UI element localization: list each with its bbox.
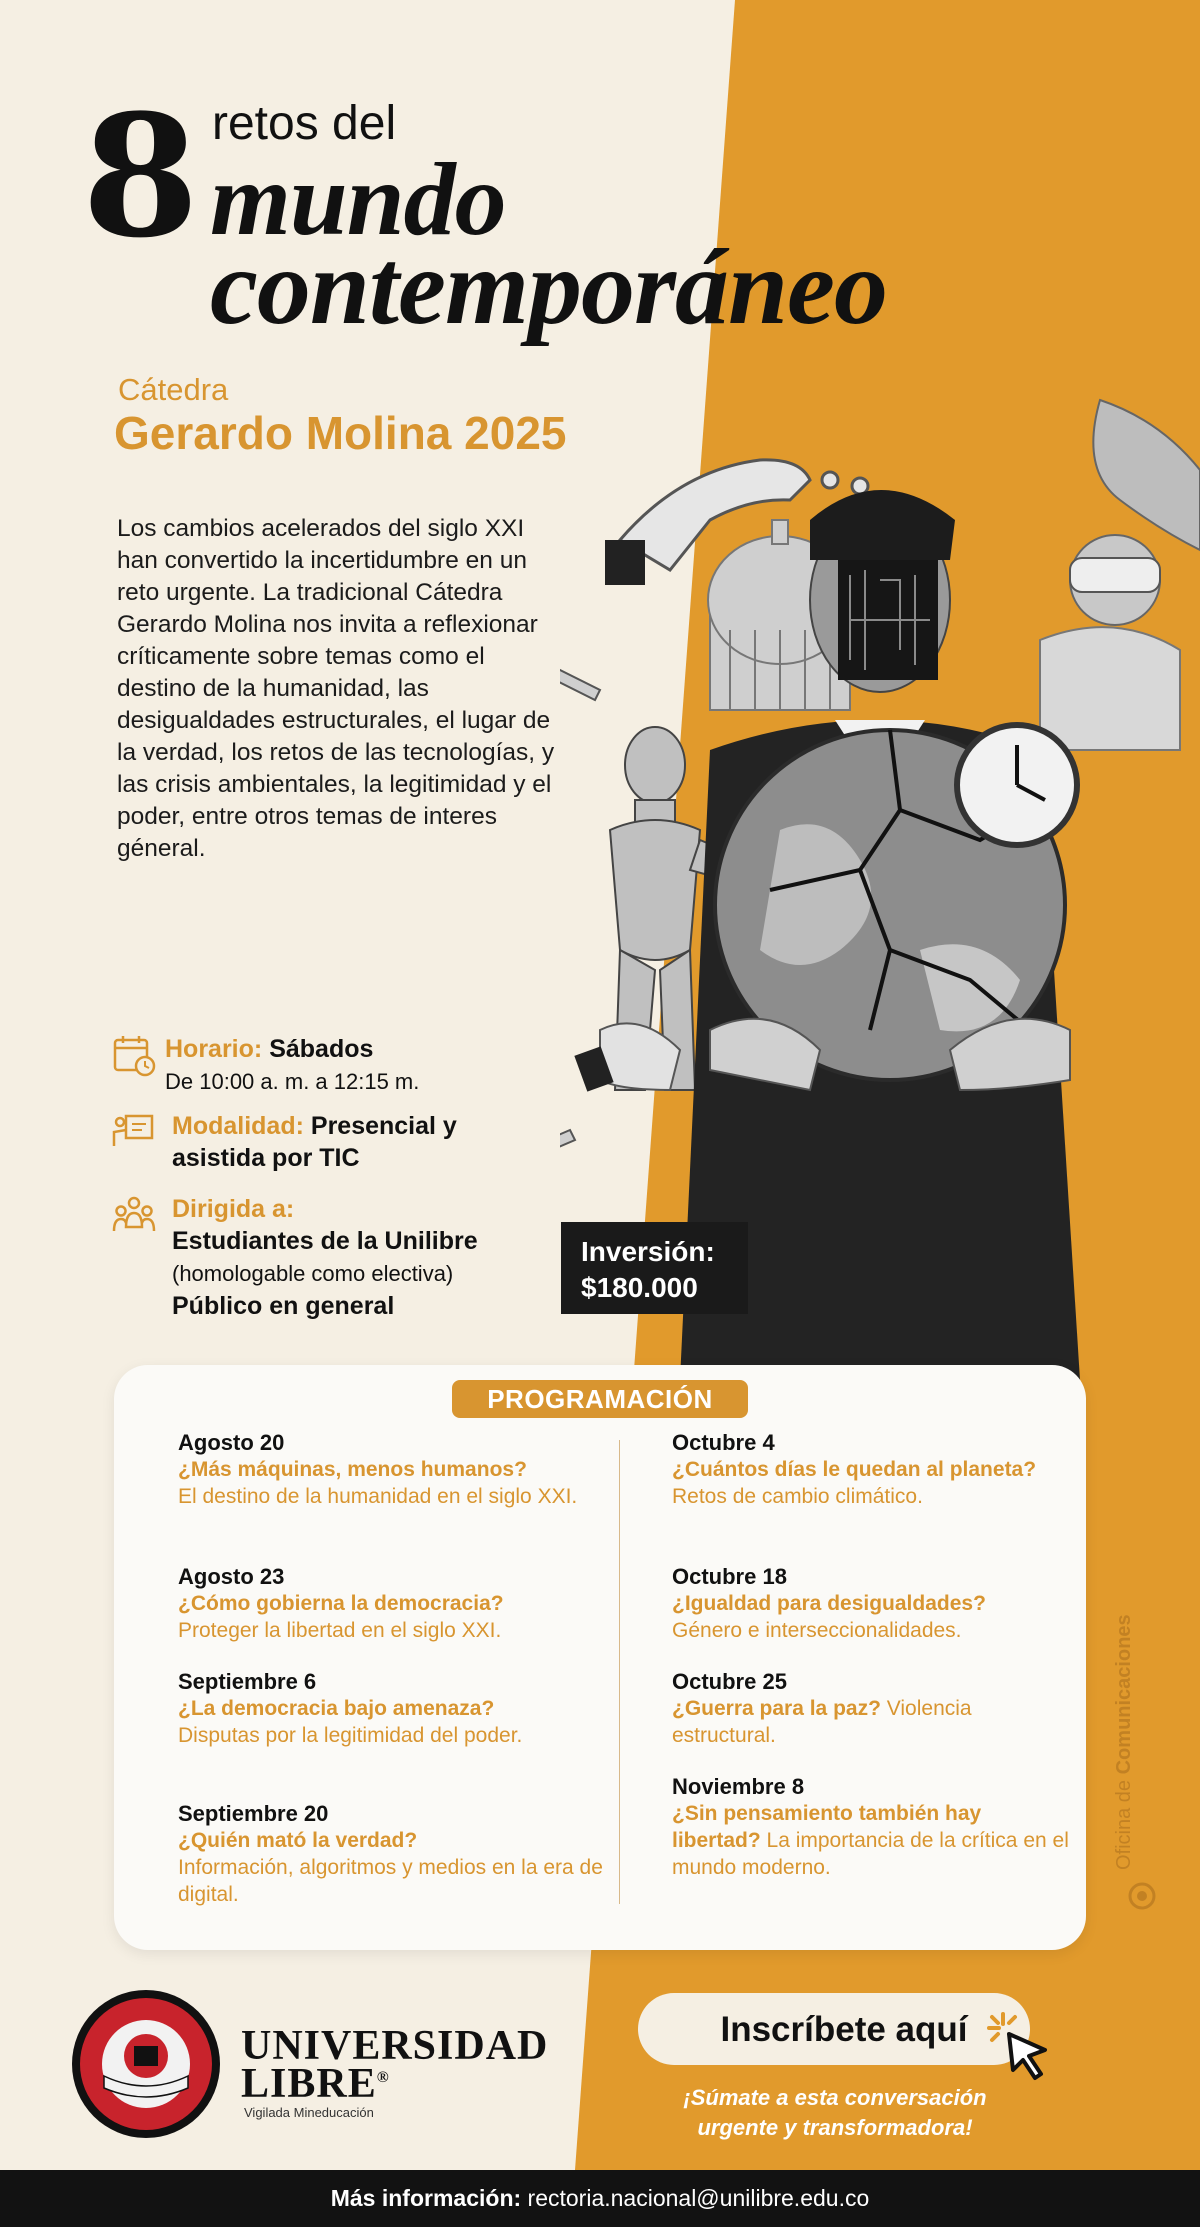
inscribete-button[interactable]: Inscríbete aquí: [638, 1993, 1030, 2065]
dirigida-row: [112, 1193, 542, 1323]
event-date: Agosto 20: [178, 1430, 285, 1455]
dirigida-line1: Estudiantes de la Unilibre: [172, 1227, 478, 1255]
programacion-title: PROGRAMACIÓN: [452, 1380, 748, 1418]
modalidad-label: Modalidad:: [172, 1112, 304, 1140]
horario-value: Sábados: [269, 1035, 374, 1063]
event-date: Agosto 23: [178, 1564, 285, 1589]
modalidad-value-2: asistida por TIC: [172, 1144, 360, 1172]
dirigida-label: Dirigida a:: [172, 1195, 295, 1223]
event-question: ¿Sin pensamiento también hay libertad?: [672, 1802, 982, 1852]
catedra-label: Cátedra: [118, 372, 229, 407]
university-name-line1: UNIVERSIDAD: [241, 2023, 549, 2069]
event-text: Violencia estructural.: [672, 1697, 972, 1747]
horario-row: [112, 1033, 532, 1103]
event-text: Retos de cambio climático.: [672, 1485, 923, 1508]
footer-label: Más información:: [330, 2185, 522, 2211]
event-text: Género e interseccionalidades.: [672, 1619, 962, 1642]
event-item: [672, 1669, 1052, 1749]
event-text: Información, algoritmos y medios en la era de digital.: [178, 1856, 603, 1906]
event-date: Octubre 25: [672, 1669, 787, 1694]
event-text: La importancia de la crítica en el mundo moderno.: [672, 1829, 1069, 1879]
calendar-clock-icon: [112, 1033, 156, 1077]
modalidad-value: Presencial y: [310, 1112, 457, 1140]
dirigida-line2: (homologable como electiva): [172, 1261, 454, 1286]
event-question: ¿Cuántos días le quedan al planeta?: [672, 1458, 1037, 1481]
dirigida-line3: Público en general: [172, 1292, 395, 1320]
programacion-divider: [619, 1440, 620, 1904]
event-date: Septiembre 20: [178, 1801, 329, 1826]
side-credit: Oficina de Comunicaciones: [1113, 1614, 1135, 1870]
horario-time: De 10:00 a. m. a 12:15 m.: [165, 1069, 420, 1094]
cta-tagline: ¡Súmate a esta conversación urgente y transformadora!: [683, 2085, 987, 2140]
modalidad-row: [112, 1110, 542, 1180]
event-question: ¿Cómo gobierna la democracia?: [178, 1592, 504, 1615]
title-number: 8: [82, 77, 193, 275]
event-text: El destino de la humanidad en el siglo XXI.: [178, 1485, 578, 1508]
vigilada-text: Vigilada Mineducación: [244, 2105, 374, 2120]
title-line3: contemporáneo: [210, 228, 887, 347]
event-item: [178, 1669, 608, 1749]
footer-bar: [0, 2170, 1200, 2227]
university-name-line2: LIBRE®: [241, 2061, 390, 2107]
event-item: [178, 1801, 608, 1908]
catedra-name: Gerardo Molina 2025: [114, 407, 567, 459]
event-item: [178, 1430, 608, 1510]
event-question: ¿La democracia bajo amenaza?: [178, 1697, 495, 1720]
intro-paragraph: Los cambios acelerados del siglo XXI han convertido la incertidumbre en un reto urgente. La tradicional Cátedra Gerardo Molina nos invita a reflexionar críticamente sobre temas como el destino de la humanidad, las desigualdades estructurales, el lugar de la verdad, los retos de las tecnologías, y las crisis ambientales, la legitimidad y el poder, entre otros temas de interes géneral.: [117, 515, 555, 862]
credit-logo-icon: [1128, 1882, 1156, 1910]
title-line1: retos del: [212, 97, 397, 150]
event-question: ¿Más máquinas, menos humanos?: [178, 1458, 527, 1481]
event-item: [672, 1564, 1072, 1644]
university-seal-logo: [70, 1988, 222, 2140]
horario-label: Horario:: [165, 1035, 263, 1063]
footer-email[interactable]: rectoria.nacional@unilibre.edu.co: [527, 2185, 870, 2211]
event-date: Septiembre 6: [178, 1669, 317, 1694]
inversion-value: $180.000: [581, 1272, 698, 1303]
event-text: Proteger la libertad en el siglo XXI.: [178, 1619, 502, 1642]
event-date: Noviembre 8: [672, 1774, 805, 1799]
title-line2: mundo: [210, 142, 506, 257]
event-text: Disputas por la legitimidad del poder.: [178, 1724, 523, 1747]
inversion-label: Inversión:: [581, 1236, 715, 1267]
group-icon: [112, 1193, 156, 1237]
event-question: ¿Quién mató la verdad?: [178, 1829, 418, 1852]
event-question: ¿Guerra para la paz?: [672, 1697, 881, 1720]
event-date: Octubre 18: [672, 1564, 787, 1589]
cursor-click-icon: [985, 2010, 1065, 2090]
event-item: [672, 1774, 1072, 1881]
event-date: Octubre 4: [672, 1430, 775, 1455]
inversion-badge: [561, 1222, 748, 1314]
event-item: [672, 1430, 1052, 1510]
presentation-icon: [112, 1110, 156, 1154]
event-item: [178, 1564, 608, 1644]
event-question: ¿Igualdad para desigualdades?: [672, 1592, 986, 1615]
